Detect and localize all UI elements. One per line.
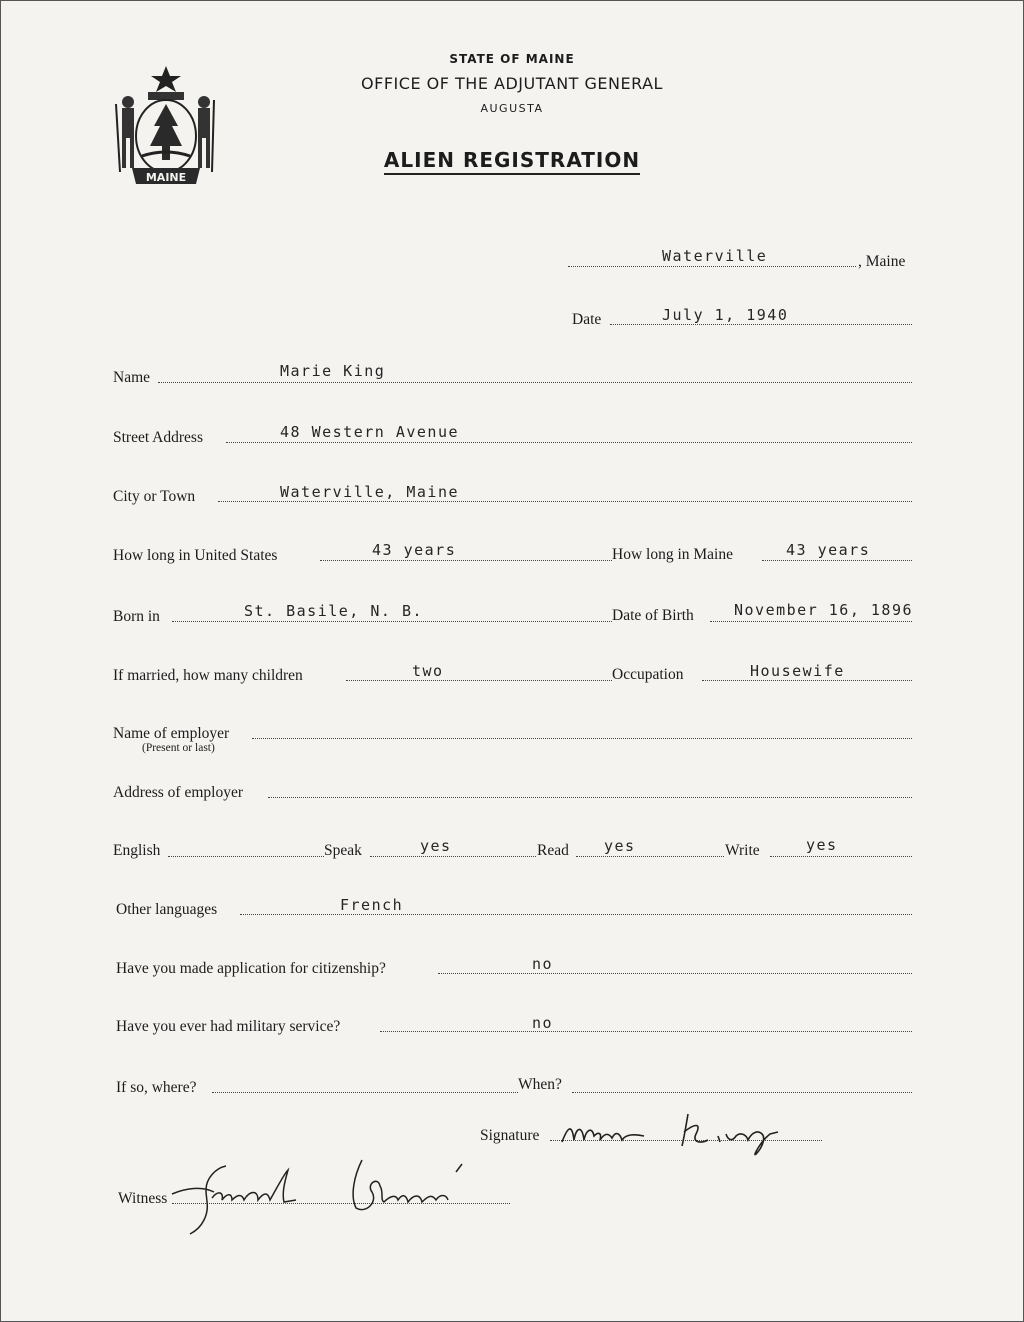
city-or-town-label: City or Town — [113, 488, 196, 505]
citizenship-label: Have you made application for citizenship? — [116, 960, 386, 977]
witness-signature-handwriting — [166, 1150, 496, 1236]
speak-value: yes — [420, 837, 452, 855]
when-label: When? — [518, 1076, 562, 1093]
read-value: yes — [604, 837, 636, 855]
born-in-value: St. Basile, N. B. — [244, 602, 424, 620]
how-long-maine-label: How long in Maine — [612, 546, 733, 563]
born-in-label: Born in — [113, 608, 160, 625]
date-label: Date — [572, 311, 602, 328]
header-city: AUGUSTA — [480, 102, 544, 115]
date-of-birth-label: Date of Birth — [612, 607, 694, 624]
speak-label: Speak — [324, 842, 362, 859]
form-title: ALIEN REGISTRATION — [384, 148, 640, 175]
write-value: yes — [806, 836, 838, 854]
english-label: English — [113, 842, 161, 859]
seal-lettering: MAINE — [145, 171, 187, 184]
place-value: Waterville — [662, 247, 768, 265]
header-office: OFFICE OF THE ADJUTANT GENERAL — [361, 74, 663, 93]
read-label: Read — [537, 842, 569, 859]
how-long-us-value: 43 years — [372, 541, 457, 559]
street-address-value: 48 Western Avenue — [280, 423, 460, 441]
date-value: July 1, 1940 — [662, 306, 789, 324]
employer-name-sublabel: (Present or last) — [142, 742, 215, 754]
name-label: Name — [113, 369, 151, 386]
write-label: Write — [725, 842, 760, 859]
occupation-label: Occupation — [612, 666, 684, 683]
occupation-value: Housewife — [750, 662, 845, 680]
children-value: two — [412, 662, 444, 680]
date-of-birth-value: November 16, 1896 — [734, 601, 914, 619]
name-value: Marie King — [280, 362, 386, 380]
header-state: STATE OF MAINE — [449, 52, 575, 66]
other-languages-label: Other languages — [116, 901, 218, 918]
signature-handwriting — [556, 1104, 826, 1160]
military-label: Have you ever had military service? — [116, 1018, 341, 1035]
children-label: If married, how many children — [113, 667, 303, 684]
citizenship-value: no — [532, 955, 554, 973]
witness-label: Witness — [118, 1190, 168, 1207]
how-long-us-label: How long in United States — [113, 547, 278, 564]
place-suffix: , Maine — [858, 253, 906, 270]
street-address-label: Street Address — [113, 429, 203, 446]
military-value: no — [532, 1014, 554, 1032]
how-long-maine-value: 43 years — [786, 541, 871, 559]
signature-label: Signature — [480, 1127, 540, 1144]
city-or-town-value: Waterville, Maine — [280, 483, 460, 501]
employer-name-label: Name of employer — [113, 725, 230, 742]
where-label: If so, where? — [116, 1079, 197, 1096]
other-languages-value: French — [340, 896, 404, 914]
employer-address-label: Address of employer — [113, 784, 243, 801]
